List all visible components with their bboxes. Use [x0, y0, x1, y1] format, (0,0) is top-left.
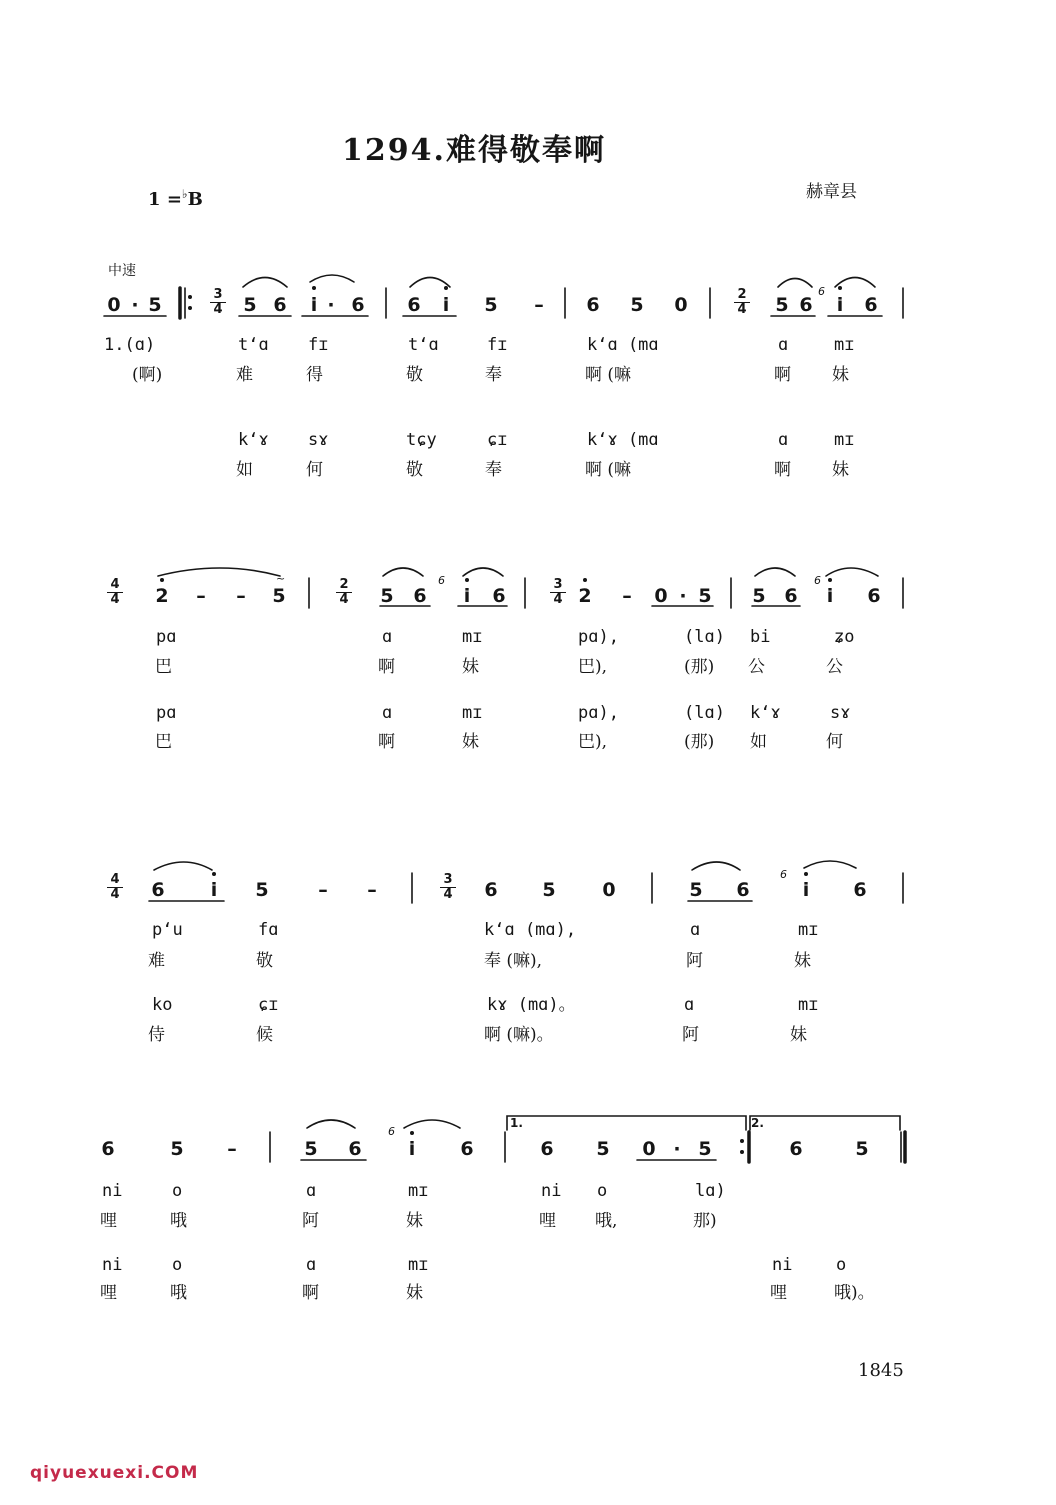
- hanzi-lyric: 妹: [832, 365, 849, 385]
- note: 5: [148, 294, 162, 316]
- note: 0: [654, 585, 668, 607]
- phonetic-lyric: o: [597, 1181, 608, 1201]
- hanzi-lyric: 妹: [406, 1211, 423, 1231]
- note: 5: [630, 294, 644, 316]
- phonetic-lyric: o: [172, 1181, 183, 1201]
- octave-dot: [410, 1131, 414, 1135]
- hanzi-lyric: (那): [684, 657, 715, 677]
- phonetic-lyric: kʻɤ: [750, 703, 781, 723]
- slur: [692, 862, 740, 870]
- slur: [804, 861, 856, 868]
- phonetic-lyric: o: [172, 1255, 183, 1275]
- hanzi-lyric: 难: [236, 365, 253, 385]
- phonetic-lyric: bi: [750, 627, 771, 647]
- note: i: [802, 879, 810, 901]
- phonetic-lyric: mɪ: [462, 703, 483, 723]
- note: 5: [255, 879, 269, 901]
- grace-note: 6: [438, 574, 445, 587]
- note: i: [463, 585, 471, 607]
- grace-note: 6: [814, 574, 821, 587]
- hanzi-lyric: 啊: [774, 365, 791, 385]
- note: i: [836, 294, 844, 316]
- hanzi-lyric: 哦: [170, 1211, 187, 1231]
- time-signature: $\frac{2}{4}$: [336, 578, 352, 607]
- note: 5: [380, 585, 394, 607]
- hanzi-lyric: 啊: [774, 460, 791, 480]
- phonetic-lyric: ɕɪ: [487, 430, 508, 450]
- note: 5: [596, 1138, 610, 1160]
- hanzi-lyric: 哩: [100, 1211, 117, 1231]
- hanzi-lyric: 巴: [155, 732, 172, 752]
- note: 2: [155, 585, 169, 607]
- phonetic-lyric: tʻɑ: [238, 335, 269, 355]
- hanzi-lyric: 那): [693, 1211, 717, 1231]
- phonetic-lyric: ni: [541, 1181, 562, 1201]
- note-dash: –: [318, 879, 328, 901]
- repeat-dot: [740, 1150, 744, 1154]
- note: i: [210, 879, 218, 901]
- phonetic-lyric: kʻɤ: [238, 430, 269, 450]
- note: 5: [170, 1138, 184, 1160]
- grace-note: 6: [388, 1125, 395, 1138]
- hanzi-lyric: 哦,: [595, 1211, 618, 1231]
- hanzi-lyric: 巴: [155, 657, 172, 677]
- phonetic-lyric: mɪ: [408, 1181, 429, 1201]
- hanzi-lyric: 奉 (嘛),: [484, 951, 543, 971]
- phonetic-lyric: kʻɑ (mɑ),: [484, 920, 577, 940]
- hanzi-lyric: 啊: [378, 657, 395, 677]
- hanzi-lyric: 公: [826, 657, 843, 677]
- phonetic-lyric: ɑ: [778, 430, 789, 450]
- key-flat: ♭: [181, 187, 188, 201]
- title-dot: .: [433, 133, 446, 168]
- note: i: [442, 294, 450, 316]
- note-dash: –: [622, 585, 632, 607]
- note: 0: [642, 1138, 656, 1160]
- hanzi-lyric: 啊 (嘛: [585, 460, 632, 480]
- first-ending-label: 1.: [510, 1116, 523, 1130]
- key-name: B: [187, 189, 203, 210]
- first-ending-bracket: [507, 1116, 746, 1130]
- tremolo-mark: ~: [276, 572, 286, 585]
- watermark: qiyuexuexi.COM: [30, 1463, 199, 1483]
- phonetic-lyric: ɑ: [382, 703, 393, 723]
- slur: [158, 568, 280, 576]
- slur: [410, 278, 450, 288]
- phonetic-lyric: fɑ: [258, 920, 279, 940]
- phonetic-lyric: o: [836, 1255, 847, 1275]
- county-label: 赫章县: [806, 182, 857, 202]
- phonetic-lyric: kʻɤ (mɑ: [587, 430, 659, 450]
- hanzi-lyric: 妹: [462, 657, 479, 677]
- note: 5: [304, 1138, 318, 1160]
- phonetic-lyric: mɪ: [834, 335, 855, 355]
- note: 5: [689, 879, 703, 901]
- phonetic-lyric: ni: [102, 1255, 123, 1275]
- note-dot: ·: [679, 585, 687, 607]
- phonetic-lyric: (lɑ): [684, 627, 725, 647]
- phonetic-lyric: tʻɑ: [408, 335, 439, 355]
- hanzi-lyric: 敬: [406, 460, 423, 480]
- phonetic-lyric: ɑ: [306, 1181, 317, 1201]
- hanzi-lyric: 哩: [770, 1283, 787, 1303]
- hanzi-lyric: 哦)。: [834, 1283, 875, 1303]
- hanzi-lyric: 巴),: [578, 657, 608, 677]
- phonetic-lyric: pɑ: [156, 703, 177, 723]
- octave-dot: [838, 286, 842, 290]
- note: 5: [542, 879, 556, 901]
- song-number: 1294: [342, 133, 434, 168]
- note: 0: [107, 294, 121, 316]
- note: 6: [540, 1138, 554, 1160]
- time-signature: $\frac{4}{4}$: [107, 873, 123, 902]
- note: 6: [484, 879, 498, 901]
- time-signature: $\frac{3}{4}$: [210, 288, 226, 317]
- note: 6: [151, 879, 165, 901]
- key-equals: =: [166, 189, 182, 210]
- octave-dot: [212, 872, 216, 876]
- hanzi-lyric: 哩: [100, 1283, 117, 1303]
- hanzi-lyric: 何: [306, 460, 323, 480]
- note: 2: [578, 585, 592, 607]
- octave-dot: [828, 578, 832, 582]
- hanzi-lyric: 哦: [170, 1283, 187, 1303]
- hanzi-lyric: 巴),: [578, 732, 608, 752]
- octave-dot: [444, 286, 448, 290]
- hanzi-lyric: 如: [750, 732, 767, 752]
- phonetic-lyric: ɑ: [382, 627, 393, 647]
- phonetic-lyric: pɑ: [156, 627, 177, 647]
- phonetic-lyric: ɑ: [778, 335, 789, 355]
- phonetic-lyric: tɕy: [406, 430, 437, 450]
- octave-dot: [465, 578, 469, 582]
- time-signature: $\frac{4}{4}$: [107, 578, 123, 607]
- hanzi-lyric: 啊: [378, 732, 395, 752]
- note-dash: –: [367, 879, 377, 901]
- note: 5: [775, 294, 789, 316]
- slur: [835, 278, 875, 288]
- note-dot: ·: [131, 294, 139, 316]
- phonetic-lyric: pɑ),: [578, 627, 619, 647]
- grace-note: 6: [780, 868, 787, 881]
- slur: [463, 568, 503, 576]
- second-ending-bracket: [750, 1116, 900, 1130]
- note: 0: [674, 294, 688, 316]
- octave-dot: [804, 872, 808, 876]
- phonetic-lyric: sɤ: [308, 430, 329, 450]
- note: 6: [789, 1138, 803, 1160]
- note: 5: [272, 585, 286, 607]
- note: 5: [752, 585, 766, 607]
- note: 6: [273, 294, 287, 316]
- phonetic-lyric: ɑ: [306, 1255, 317, 1275]
- octave-dot: [583, 578, 587, 582]
- note: 6: [784, 585, 798, 607]
- note-dash: –: [196, 585, 206, 607]
- repeat-dot: [188, 295, 192, 299]
- note: 6: [864, 294, 878, 316]
- note: 0: [602, 879, 616, 901]
- hanzi-lyric: 妹: [790, 1025, 807, 1045]
- hanzi-lyric: 阿: [302, 1211, 319, 1231]
- phonetic-lyric: kɤ (mɑ)。: [487, 995, 576, 1015]
- slur: [310, 275, 354, 282]
- slur: [243, 278, 287, 288]
- phonetic-lyric: kʻɑ (mɑ: [587, 335, 659, 355]
- phonetic-lyric: (lɑ): [684, 703, 725, 723]
- phonetic-lyric: mɪ: [462, 627, 483, 647]
- slur: [778, 279, 812, 288]
- hanzi-lyric: 啊 (嘛)。: [484, 1025, 554, 1045]
- song-name: 难得敬奉啊: [445, 133, 606, 168]
- hanzi-lyric: 阿: [682, 1025, 699, 1045]
- hanzi-lyric: 敬: [256, 951, 273, 971]
- phonetic-lyric: ni: [772, 1255, 793, 1275]
- hanzi-lyric: (那): [684, 732, 715, 752]
- slur: [154, 862, 212, 870]
- repeat-dot: [740, 1139, 744, 1143]
- time-signature: $\frac{3}{4}$: [550, 578, 566, 607]
- hanzi-lyric: 如: [236, 460, 253, 480]
- slur: [307, 1120, 355, 1128]
- octave-dot: [312, 286, 316, 290]
- note: 6: [351, 294, 365, 316]
- hanzi-lyric: 候: [256, 1025, 273, 1045]
- slur: [383, 568, 423, 576]
- hanzi-lyric: 敬: [406, 365, 423, 385]
- note: 6: [413, 585, 427, 607]
- phonetic-lyric: ɕɪ: [258, 995, 279, 1015]
- note: 6: [101, 1138, 115, 1160]
- hanzi-lyric: 得: [306, 365, 323, 385]
- note: 5: [698, 1138, 712, 1160]
- note: 5: [243, 294, 257, 316]
- hanzi-lyric: 侍: [148, 1025, 165, 1045]
- phonetic-lyric: ko: [152, 995, 173, 1015]
- hanzi-lyric: 哩: [539, 1211, 556, 1231]
- note: 6: [407, 294, 421, 316]
- phonetic-lyric: fɪ: [308, 335, 329, 355]
- slur: [755, 568, 795, 576]
- phonetic-lyric: pɑ),: [578, 703, 619, 723]
- note-dash: –: [534, 294, 544, 316]
- phonetic-lyric: fɪ: [487, 335, 508, 355]
- hanzi-lyric: (啊): [132, 365, 163, 385]
- phonetic-lyric: ɑ: [690, 920, 701, 940]
- note-dot: ·: [327, 294, 335, 316]
- hanzi-lyric: 妹: [462, 732, 479, 752]
- hanzi-lyric: 妹: [794, 951, 811, 971]
- octave-dot: [160, 578, 164, 582]
- phonetic-lyric: lɑ): [695, 1181, 726, 1201]
- hanzi-lyric: 奉: [485, 365, 502, 385]
- phonetic-lyric: ʑo: [834, 627, 855, 647]
- time-signature: $\frac{2}{4}$: [734, 288, 750, 317]
- note: i: [310, 294, 318, 316]
- hanzi-lyric: 啊: [302, 1283, 319, 1303]
- phonetic-lyric: mɪ: [798, 920, 819, 940]
- note: 6: [799, 294, 813, 316]
- note: i: [408, 1138, 416, 1160]
- hanzi-lyric: 奉: [485, 460, 502, 480]
- note: 5: [698, 585, 712, 607]
- phonetic-lyric: ɑ: [684, 995, 695, 1015]
- note: 6: [460, 1138, 474, 1160]
- phonetic-lyric: pʻu: [152, 920, 183, 940]
- phonetic-lyric: ni: [102, 1181, 123, 1201]
- note: i: [826, 585, 834, 607]
- slur: [826, 568, 878, 576]
- hanzi-lyric: 妹: [832, 460, 849, 480]
- hanzi-lyric: 难: [148, 951, 165, 971]
- note-dash: –: [236, 585, 246, 607]
- hanzi-lyric: 公: [748, 657, 765, 677]
- note: 6: [853, 879, 867, 901]
- grace-note: 6: [818, 285, 825, 298]
- repeat-dot: [188, 306, 192, 310]
- note: 5: [484, 294, 498, 316]
- slur: [404, 1120, 460, 1128]
- note-dot: ·: [673, 1138, 681, 1160]
- note: 6: [736, 879, 750, 901]
- tempo-mark: 中速: [108, 263, 136, 279]
- phonetic-lyric: mɪ: [408, 1255, 429, 1275]
- note: 6: [348, 1138, 362, 1160]
- hanzi-lyric: 啊 (嘛: [585, 365, 632, 385]
- note-dash: –: [227, 1138, 237, 1160]
- note: 6: [492, 585, 506, 607]
- phonetic-lyric: 1.(ɑ): [104, 335, 156, 355]
- page-number: 1845: [858, 1360, 904, 1381]
- hanzi-lyric: 阿: [686, 951, 703, 971]
- phonetic-lyric: sɤ: [830, 703, 851, 723]
- time-signature: $\frac{3}{4}$: [440, 873, 456, 902]
- second-ending-label: 2.: [751, 1116, 764, 1130]
- key-tonic: 1: [148, 189, 161, 210]
- note: 6: [867, 585, 881, 607]
- note: 5: [855, 1138, 869, 1160]
- note: 6: [586, 294, 600, 316]
- phonetic-lyric: mɪ: [834, 430, 855, 450]
- hanzi-lyric: 妹: [406, 1283, 423, 1303]
- phonetic-lyric: mɪ: [798, 995, 819, 1015]
- hanzi-lyric: 何: [826, 732, 843, 752]
